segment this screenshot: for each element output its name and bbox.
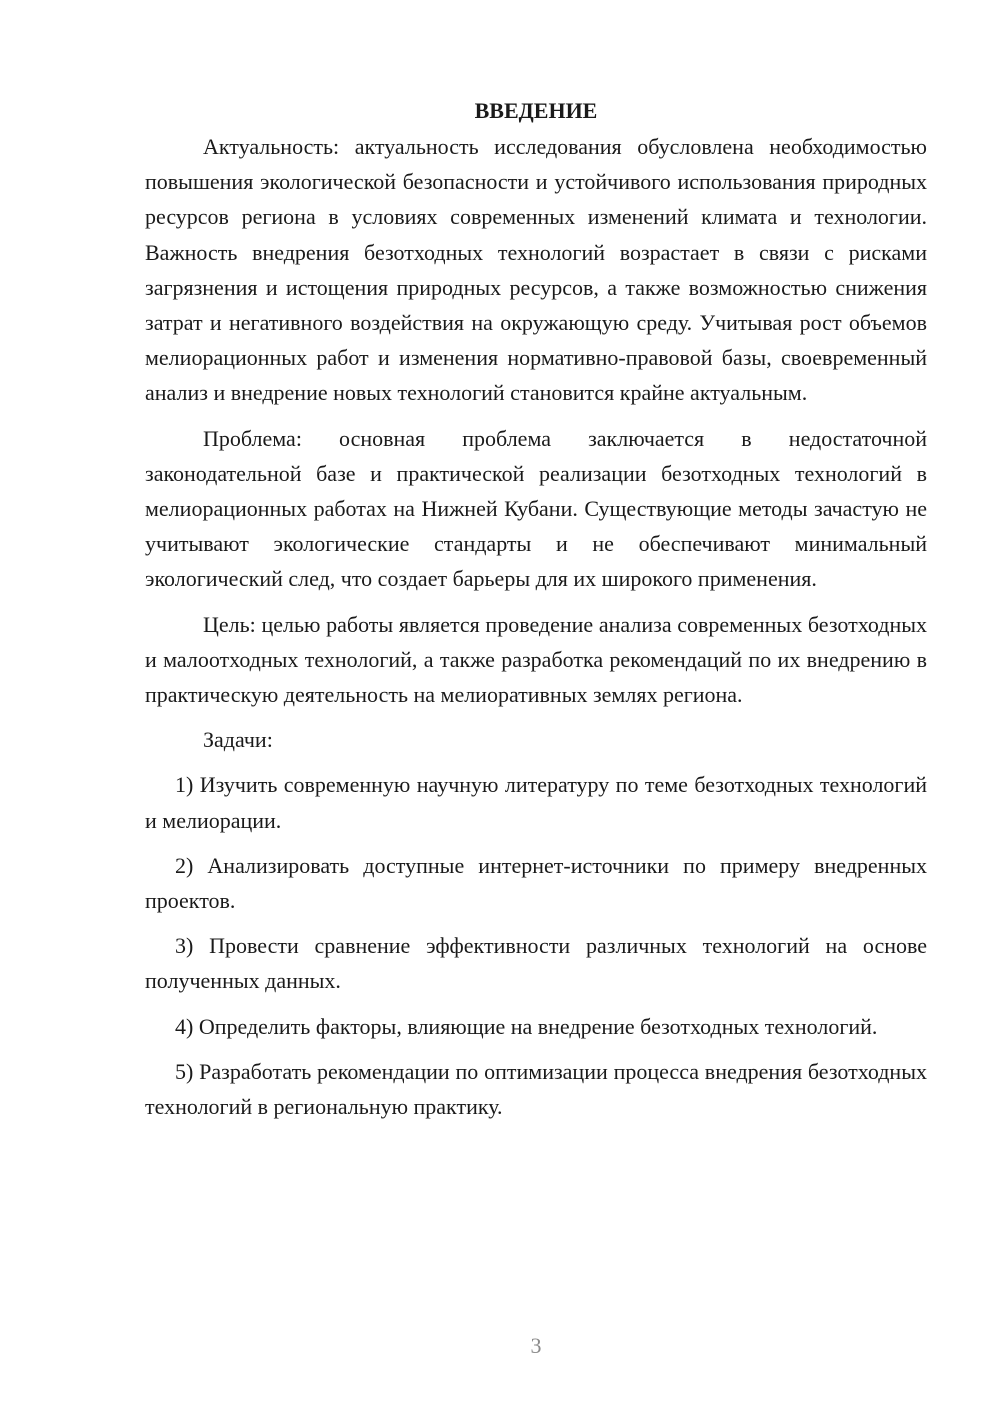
paragraph-relevance: Актуальность: актуальность исследования обусловлена необходимостью повышения экологической безопасности и устойчивого использования природных ресурсов региона в условиях современных изменений климата и технологии. Важность внедрения безотходных технологий возрастает в связи с рисками загрязнения и истощения природных ресурсов, а также возможностью снижения затрат и негативного воздействия на окружающую среду. Учитывая рост объемов мелиорационных работ и изменения нормативно-правовой базы, своевременный анализ и внедрение новых технологий становится крайне актуальным. — [145, 134, 927, 406]
section-title: ВВЕДЕНИЕ — [474, 98, 598, 123]
task-item: 1) Изучить современную научную литературу по теме безотходных технологий и мелиорации. — [145, 772, 927, 833]
paragraph-problem: Проблема: основная проблема заключается в недостаточной законодательной базе и практической реализации безотходных технологий в мелиорационных работах на Нижней Кубани. Существующие методы зачастую не учитывают экологические стандарты и не обеспечивают минимальный экологический след, что создает барьеры для их широкого применения. — [145, 425, 927, 592]
task-item: 4) Определить факторы, влияющие на внедрение безотходных технологий. — [175, 1013, 878, 1039]
page-number: 3 — [530, 1333, 542, 1358]
task-item: 3) Провести сравнение эффективности различных технологий на основе полученных данных. — [145, 933, 927, 994]
task-item: 2) Анализировать доступные интернет-источники по примеру внедренных проектов. — [145, 852, 927, 914]
task-item: 5) Разработать рекомендации по оптимизации процесса внедрения безотходных технологий в региональную практику. — [145, 1058, 927, 1120]
page-content — [145, 95, 927, 1134]
paragraph-goal: Цель: целью работы является проведение анализа современных безотходных и малоотходных технологий, а также разработка рекомендаций по их внедрению в практическую деятельность на мелиоративных землях региона. — [145, 611, 927, 708]
tasks-label: Задачи: — [203, 727, 273, 753]
